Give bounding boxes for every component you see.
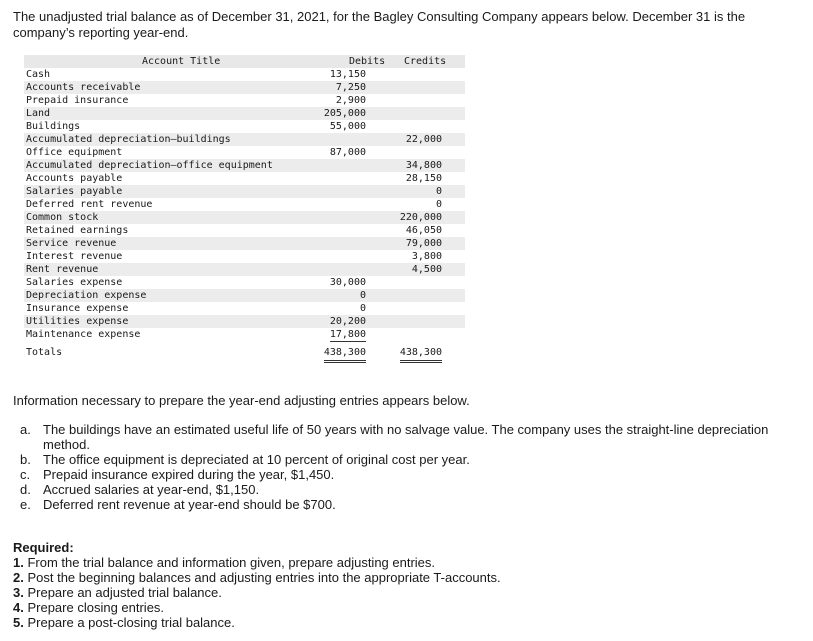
table-row <box>24 328 465 341</box>
debit-cell: 0 <box>359 303 366 314</box>
item-text: Accrued salaries at year-end, $1,150. <box>43 482 260 497</box>
list-item <box>13 422 793 452</box>
required-item <box>13 570 793 585</box>
table-row <box>24 159 465 172</box>
item-text: Deferred rent revenue at year-end should be $700. <box>43 497 336 512</box>
debit-cell: 20,200 <box>329 316 366 327</box>
required-item <box>13 615 793 630</box>
debit-cell: 55,000 <box>329 121 366 132</box>
account-title-cell: Land <box>26 108 51 119</box>
item-label: c. <box>20 467 31 482</box>
account-title-cell: Accumulated depreciation–buildings <box>26 134 231 145</box>
totals-label: Totals <box>26 347 63 358</box>
item-label: e. <box>20 497 31 512</box>
account-title-cell: Salaries expense <box>26 277 123 288</box>
info-list <box>13 422 793 512</box>
credit-cell: 3,800 <box>411 251 442 262</box>
totals-row <box>24 346 465 362</box>
item-label: b. <box>20 452 31 467</box>
list-item <box>13 467 793 482</box>
account-title-cell: Prepaid insurance <box>26 95 129 106</box>
account-title-cell: Interest revenue <box>26 251 123 262</box>
table-row <box>24 276 465 289</box>
required-number: 5. <box>13 615 24 630</box>
debit-cell: 87,000 <box>329 147 366 158</box>
required-text: Post the beginning balances and adjusting entries into the appropriate T-accounts. <box>27 570 501 585</box>
required-number: 3. <box>13 585 24 600</box>
required-text: Prepare a post-closing trial balance. <box>27 615 235 630</box>
problem-intro: The unadjusted trial balance as of December 31, 2021, for the Bagley Consulting Company appears below. December 31 is the company’s reporting year-end. <box>13 9 746 40</box>
required-list <box>13 555 793 630</box>
header-debits: Debits <box>349 56 386 67</box>
required-title: Required: <box>13 540 74 555</box>
debit-cell: 0 <box>359 290 366 301</box>
totals-debit: 438,300 <box>324 346 366 363</box>
info-lead: Information necessary to prepare the year-end adjusting entries appears below. <box>13 393 470 408</box>
item-text: The buildings have an estimated useful life of 50 years with no salvage value. The company uses the straight-line depreciation method. <box>43 422 769 452</box>
account-title-cell: Accounts receivable <box>26 82 141 93</box>
item-label: a. <box>20 422 31 437</box>
required-item <box>13 600 793 615</box>
required-text: Prepare an adjusted trial balance. <box>27 585 222 600</box>
required-number: 1. <box>13 555 24 570</box>
required-text: Prepare closing entries. <box>27 600 165 615</box>
trial-balance-table <box>24 55 465 362</box>
table-row <box>24 68 465 81</box>
account-title-cell: Retained earnings <box>26 225 129 236</box>
debit-cell: 17,800 <box>329 329 366 340</box>
header-account-title: Account Title <box>142 56 221 67</box>
table-row <box>24 289 465 302</box>
credit-cell: 79,000 <box>405 238 442 249</box>
list-item <box>13 497 793 512</box>
list-item <box>13 452 793 467</box>
account-title-cell: Utilities expense <box>26 316 129 327</box>
header-credits: Credits <box>404 56 447 67</box>
account-title-cell: Insurance expense <box>26 303 129 314</box>
totals-credit: 438,300 <box>400 346 442 363</box>
debit-cell: 205,000 <box>323 108 366 119</box>
table-row <box>24 198 465 211</box>
required-item <box>13 585 793 600</box>
table-row <box>24 133 465 146</box>
table-header <box>24 55 465 68</box>
credit-cell: 4,500 <box>411 264 442 275</box>
account-title-cell: Rent revenue <box>26 264 99 275</box>
debit-cell: 30,000 <box>329 277 366 288</box>
table-body <box>24 68 465 341</box>
account-title-cell: Depreciation expense <box>26 290 147 301</box>
account-title-cell: Office equipment <box>26 147 123 158</box>
list-item <box>13 482 793 497</box>
table-row <box>24 94 465 107</box>
table-row <box>24 120 465 133</box>
credit-cell: 22,000 <box>405 134 442 145</box>
credit-cell: 46,050 <box>405 225 442 236</box>
credit-cell: 220,000 <box>399 212 442 223</box>
credit-cell: 0 <box>435 199 442 210</box>
required-text: From the trial balance and information given, prepare adjusting entries. <box>27 555 436 570</box>
account-title-cell: Maintenance expense <box>26 329 141 340</box>
debit-cell: 13,150 <box>329 69 366 80</box>
required-number: 2. <box>13 570 24 585</box>
debit-cell: 2,900 <box>335 95 366 106</box>
item-text: Prepaid insurance expired during the year, $1,450. <box>43 467 335 482</box>
adjusting-information <box>13 393 793 512</box>
account-title-cell: Salaries payable <box>26 186 123 197</box>
table-row <box>24 224 465 237</box>
debit-cell: 7,250 <box>335 82 366 93</box>
account-title-cell: Service revenue <box>26 238 117 249</box>
table-row <box>24 81 465 94</box>
table-row <box>24 185 465 198</box>
account-title-cell: Accumulated depreciation–office equipment <box>26 160 273 171</box>
credit-cell: 34,800 <box>405 160 442 171</box>
credit-cell: 0 <box>435 186 442 197</box>
item-label: d. <box>20 482 31 497</box>
credit-cell: 28,150 <box>405 173 442 184</box>
account-title-cell: Buildings <box>26 121 81 132</box>
table-row <box>24 302 465 315</box>
table-row <box>24 172 465 185</box>
account-title-cell: Accounts payable <box>26 173 123 184</box>
account-title-cell: Common stock <box>26 212 99 223</box>
table-row <box>24 263 465 276</box>
table-row <box>24 237 465 250</box>
required-item <box>13 555 793 570</box>
required-number: 4. <box>13 600 24 615</box>
account-title-cell: Cash <box>26 69 51 80</box>
item-text: The office equipment is depreciated at 10 percent of original cost per year. <box>43 452 470 467</box>
required-section <box>13 540 793 630</box>
table-row <box>24 211 465 224</box>
table-row <box>24 107 465 120</box>
table-row <box>24 315 465 328</box>
account-title-cell: Deferred rent revenue <box>26 199 153 210</box>
table-row <box>24 146 465 159</box>
table-row <box>24 250 465 263</box>
